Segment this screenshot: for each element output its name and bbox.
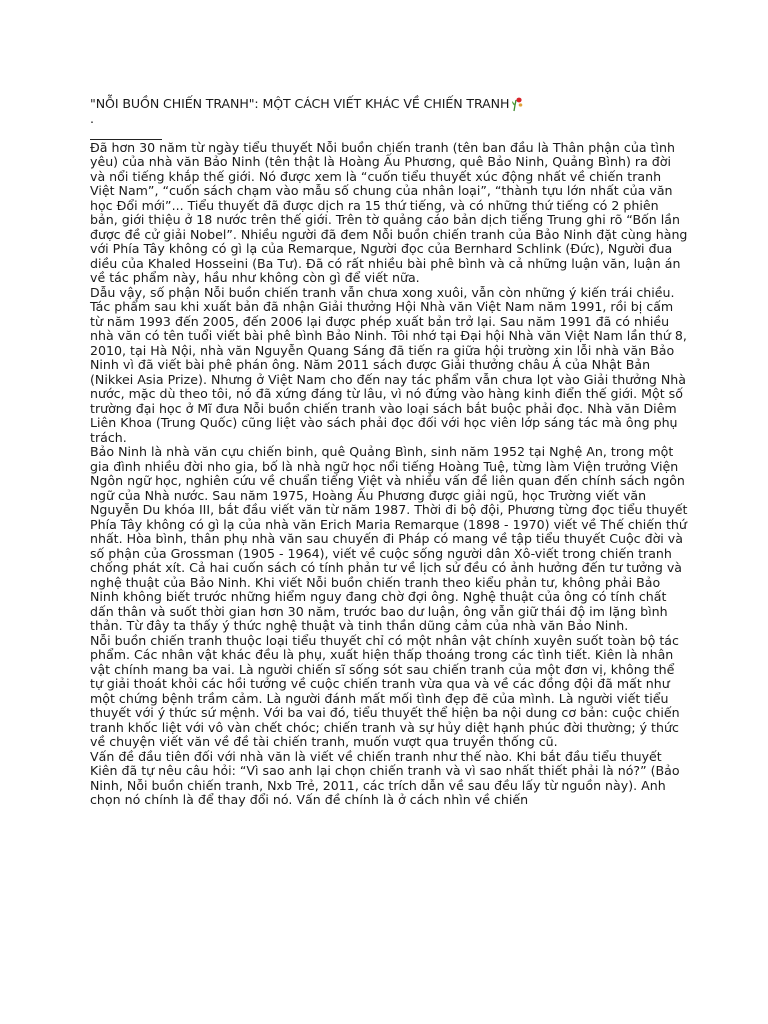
paragraph-4: Nỗi buồn chiến tranh thuộc loại tiểu thuyết chỉ có một nhân vật chính xuyên suốt toàn bộ tác phẩm. Các nhân vật khác đều là phụ, xuất hiện thấp thoáng trong các tình tiết. Kiên là nhân vật chính mang ba vai. Là người chiến sĩ sống sót sau chiến tranh của một đơn vị, không thể tự giải thoát khỏi các hồi tưởng về cuộc chiến tranh vừa qua và về các đồng đội đã mất như một chứng bệnh trầm cảm. Là người đánh mất mối tình đẹp đẽ của mình. Là người viết tiểu thuyết với ý thức sứ mệnh. Với ba vai đó, tiểu thuyết thể hiện ba nội dung cơ bản: cuộc chiến tranh khốc liệt với vô vàn chết chóc; chiến tranh và sự hủy diệt hạnh phúc đời thường; ý thức về chuyện viết văn về đề tài chiến tranh, muốn vượt qua truyền thống cũ. bbox=[90, 632, 680, 749]
dot-mark: . bbox=[90, 111, 95, 126]
paragraph-5: Vấn đề đầu tiên đối với nhà văn là viết về chiến tranh như thế nào. Khi bắt đầu tiểu thuyết Kiên đã tự nêu câu hỏi: “Vì sao anh lại chọn chiến tranh và vì sao nhất thiết phải là nó?” (Bảo Ninh, Nỗi buồn chiến tranh, Nxb Trẻ, 2011, các trích dẫn về sau đều lấy từ nguồn này). Anh chọn nó chính là để thay đổi nó. Vấn đề chính là ở cách nhìn về chiến bbox=[90, 748, 680, 807]
paragraph-2: Dẫu vậy, số phận Nỗi buồn chiến tranh vẫn chưa xong xuôi, vẫn còn những ý kiến trái chiều. Tác phẩm sau khi xuất bản đã nhận Giải thưởng Hội Nhà văn Việt Nam năm 1991, rồi bị cấm từ năm 1993 đến 2005, đến 2006 lại được phép xuất bản trở lại. Sau năm 1991 đã có nhiều nhà văn có tên tuổi viết bài phê bình Bảo Ninh. Tôi nhớ tại Đại hội Nhà văn Việt Nam lần thứ 8, 2010, tại Hà Nội, nhà văn Nguyễn Quang Sáng đã tiến ra giữa hội trường xin lỗi nhà văn Bảo Ninh vì đã viết bài phê phán ông. Năm 2011 sách được Giải thưởng châu Á của Nhật Bản (Nikkei Asia Prize). Nhưng ở Việt Nam cho đến nay tác phẩm vẫn chưa lọt vào Giải thưởng Nhà nước, mặc dù theo tôi, nó đã xứng đáng từ lâu, vì nó đứng vào hàng kinh điển thế giới. Một số trường đại học ở Mĩ đưa Nỗi buồn chiến tranh vào loại sách bắt buộc phải đọc. Nhà văn Diêm Liên Khoa (Trung Quốc) cũng liệt vào sách phải đọc đối với học viên lớp sáng tác mà ông phụ trách. bbox=[90, 284, 687, 445]
page-title: "NỖI BUỒN CHIẾN TRANH": MỘT CÁCH VIẾT KHÁC VỀ CHIẾN TRANH bbox=[90, 95, 510, 111]
flower-icon bbox=[510, 96, 524, 112]
paragraph-1: Đã hơn 30 năm từ ngày tiểu thuyết Nỗi buồn chiến tranh (tên ban đầu là Thân phận của tình yêu) của nhà văn Bảo Ninh (tên thật là Hoàng Ấu Phương, quê Bảo Ninh, Quảng Bình) ra đời và nổi tiếng khắp thế giới. Nó được xem là “cuốn tiểu thuyết xúc động nhất về chiến tranh Việt Nam”, “cuốn sách chạm vào mẫu số chung của nhân loại”, “thành tựu lớn nhất của văn học Đổi mới”... Tiểu thuyết đã được dịch ra 15 thứ tiếng, và có những thứ tiếng có 2 phiên bản, giới thiệu ở 18 nước trên thế giới. Trên tờ quảng cáo bản dịch tiếng Trung ghi rõ “Bốn lần được đề cử giải Nobel”. Nhiều người đã đem Nỗi buồn chiến tranh của Bảo Ninh đặt cùng hàng với Phía Tây không có gì lạ của Remarque, Người đọc của Bernhard Schlink (Đức), Người đua diều của Khaled Hosseini (Ba Tư). Đã có rất nhiều bài phê bình và cả những luận văn, luận án về tác phẩm này, hầu như không còn gì để viết nữa. bbox=[90, 139, 688, 285]
article-body bbox=[90, 96, 688, 808]
separator-rule bbox=[90, 126, 688, 141]
title-line bbox=[90, 96, 688, 112]
paragraph-3: Bảo Ninh là nhà văn cựu chiến binh, quê Quảng Bình, sinh năm 1952 tại Nghệ An, trong một gia đình nhiều đời nho gia, bố là nhà ngữ học nổi tiếng Hoàng Tuệ, từng làm Viện trưởng Viện Ngôn ngữ học, nghiên cứu về chuẩn tiếng Việt và nhiều vấn đề liên quan đến chính sách ngôn ngữ của Nhà nước. Sau năm 1975, Hoàng Ấu Phương được giải ngũ, học Trường viết văn Nguyễn Du khóa III, bắt đầu viết văn từ năm 1987. Thời đi bộ đội, Phương từng đọc tiểu thuyết Phía Tây không có gì lạ của nhà văn Erich Maria Remarque (1898 - 1970) viết về Thế chiến thứ nhất. Hòa bình, thân phụ nhà văn sau chuyến đi Pháp có mang về tập tiểu thuyết Cuộc đời và số phận của Grossman (1905 - 1964), viết về cuộc sống người dân Xô-viết trong chiến tranh chống phát xít. Cả hai cuốn sách có tính phản tư về lịch sử đều có ảnh hưởng đến tư tưởng và nghệ thuật của Bảo Ninh. Khi viết Nỗi buồn chiến tranh theo kiểu phản tư, không phải Bảo Ninh không biết trước những hiểm nguy đang chờ đợi ông. Nghệ thuật của ông có tính chất dấn thân và suốt thời gian hơn 30 năm, trước bao dư luận, ông vẫn giữ thái độ im lặng bình thản. Từ đây ta thấy ý thức nghệ thuật và tinh thần dũng cảm của nhà văn Bảo Ninh. bbox=[90, 444, 688, 633]
